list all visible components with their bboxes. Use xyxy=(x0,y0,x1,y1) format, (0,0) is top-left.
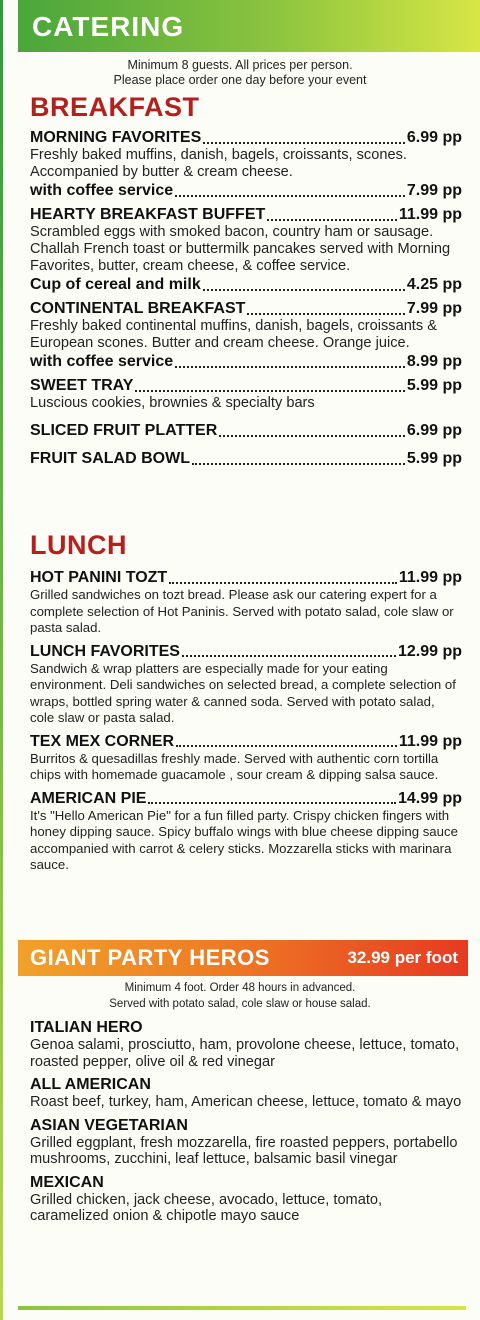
menu-item xyxy=(30,299,462,352)
item-name: Cup of cereal and milk xyxy=(30,276,201,293)
lunch-heading: LUNCH xyxy=(30,530,127,560)
party-heros-title: GIANT PARTY HEROS xyxy=(30,945,270,970)
menu-item xyxy=(30,376,462,412)
lunch-menu xyxy=(30,568,462,874)
item-name: MORNING FAVORITES xyxy=(30,129,202,146)
menu-item xyxy=(30,789,462,874)
item-price: 8.99 pp xyxy=(406,353,462,370)
item-description: Freshly baked muffins, danish, bagels, croissants, scones. Accompanied by butter & cream cheese. xyxy=(30,147,407,180)
item-description: Roast beef, turkey, ham, American cheese, lettuce, tomato & mayo xyxy=(30,1094,462,1110)
menu-item xyxy=(30,449,462,468)
party-heros-banner xyxy=(18,940,468,976)
item-price: 11.99 pp xyxy=(398,732,462,750)
item-name: ASIAN VEGETARIAN xyxy=(30,1116,188,1134)
item-price: 12.99 pp xyxy=(397,642,462,660)
item-name: ITALIAN HERO xyxy=(30,1019,143,1036)
item-name: with coffee service xyxy=(30,182,174,199)
menu-item xyxy=(30,275,462,294)
menu-item xyxy=(30,421,462,440)
heros-note-line-2: Served with potato salad, cole slaw or house salad. xyxy=(109,998,371,1010)
menu-item xyxy=(30,568,462,637)
item-name: HOT PANINI TOZT xyxy=(30,569,168,586)
item-price: 11.99 pp xyxy=(398,206,462,223)
item-name: FRUIT SALAD BOWL xyxy=(30,450,190,467)
item-name: SWEET TRAY xyxy=(30,377,134,394)
party-heros-price: 32.99 per foot xyxy=(347,948,458,967)
menu-item xyxy=(30,128,462,181)
intro-line-2: Please place order one day before your event xyxy=(113,73,367,87)
breakfast-heading: BREAKFAST xyxy=(30,92,200,122)
item-description: Luscious cookies, brownies & specialty bars xyxy=(30,395,315,411)
hero-item xyxy=(30,1075,462,1111)
item-price: 6.99 pp xyxy=(406,422,462,439)
item-name: MEXICAN xyxy=(30,1173,104,1191)
hero-item xyxy=(30,1116,462,1168)
item-price: 14.99 pp xyxy=(397,789,462,807)
catering-intro xyxy=(0,58,480,88)
item-price: 6.99 pp xyxy=(406,129,462,146)
menu-item xyxy=(30,205,462,275)
item-description: It's "Hello American Pie" for a fun filled party. Crispy chicken fingers with honey dipping sauce. Spicy buffalo wings with blue cheese dipping sauce accompanied with carrot & celery sticks. Mozzarella sticks with marinara sauce. xyxy=(30,807,458,872)
hero-item xyxy=(30,1018,462,1070)
item-name: CONTINENTAL BREAKFAST xyxy=(30,300,246,317)
heros-note xyxy=(0,980,480,1012)
heros-menu xyxy=(30,1018,462,1225)
item-price: 5.99 pp xyxy=(406,450,462,467)
item-description: Burritos & quesadillas freshly made. Served with authentic corn tortilla chips with homemade guacamole , sour cream & dipping salsa sauce. xyxy=(30,750,439,782)
breakfast-menu xyxy=(30,128,462,468)
item-name: SLICED FRUIT PLATTER xyxy=(30,422,218,439)
catering-banner xyxy=(18,0,480,52)
intro-line-1: Minimum 8 guests. All prices per person. xyxy=(127,58,353,72)
item-description: Genoa salami, prosciutto, ham, provolone cheese, lettuce, tomato, roasted pepper, olive oil & red vinegar xyxy=(30,1037,460,1070)
bottom-accent-bar xyxy=(18,1306,466,1310)
item-description: Grilled chicken, jack cheese, avocado, lettuce, tomato, caramelized onion & chipotle mayo sauce xyxy=(30,1191,383,1224)
item-name: AMERICAN PIE xyxy=(30,789,147,807)
item-name: with coffee service xyxy=(30,353,174,370)
item-description: Sandwich & wrap platters are especially made for your eating environment. Deli sandwiches on selected bread, a complete selection of wraps, bottled spring water & canned soda. Served with potato salad, cole slaw or pasta salad. xyxy=(30,660,456,725)
hero-item xyxy=(30,1173,462,1225)
item-price: 7.99 pp xyxy=(406,300,462,317)
heros-note-line-1: Minimum 4 foot. Order 48 hours in advanced. xyxy=(124,982,356,994)
item-description: Scrambled eggs with smoked bacon, country ham or sausage. Challah French toast or buttermilk pancakes served with Morning Favorites, butter, cream cheese, & coffee service. xyxy=(30,224,451,274)
item-name: LUNCH FAVORITES xyxy=(30,642,180,660)
item-description: Grilled eggplant, fresh mozzarella, fire roasted peppers, portabello mushrooms, zucchini, leaf lettuce, balsamic basil vinegar xyxy=(30,1134,458,1167)
catering-title: CATERING xyxy=(32,11,185,42)
menu-item xyxy=(30,732,462,784)
item-price: 4.25 pp xyxy=(406,276,462,293)
item-price: 7.99 pp xyxy=(406,182,462,199)
item-name: ALL AMERICAN xyxy=(30,1076,151,1093)
item-name: HEARTY BREAKFAST BUFFET xyxy=(30,206,266,223)
left-edge-stripe xyxy=(0,0,3,1320)
item-description: Grilled sandwiches on tozt bread. Please ask our catering expert for a complete selection of Hot Paninis. Served with potato salad, cole slaw or pasta salad. xyxy=(30,587,454,635)
menu-item xyxy=(30,181,462,200)
menu-item xyxy=(30,642,462,727)
item-name: TEX MEX CORNER xyxy=(30,732,175,750)
item-price: 5.99 pp xyxy=(406,377,462,394)
item-description: Freshly baked continental muffins, danish, bagels, croissants & European scones. Butter and cream cheese. Orange juice. xyxy=(30,318,437,351)
item-price: 11.99 pp xyxy=(398,569,462,586)
menu-item xyxy=(30,352,462,371)
